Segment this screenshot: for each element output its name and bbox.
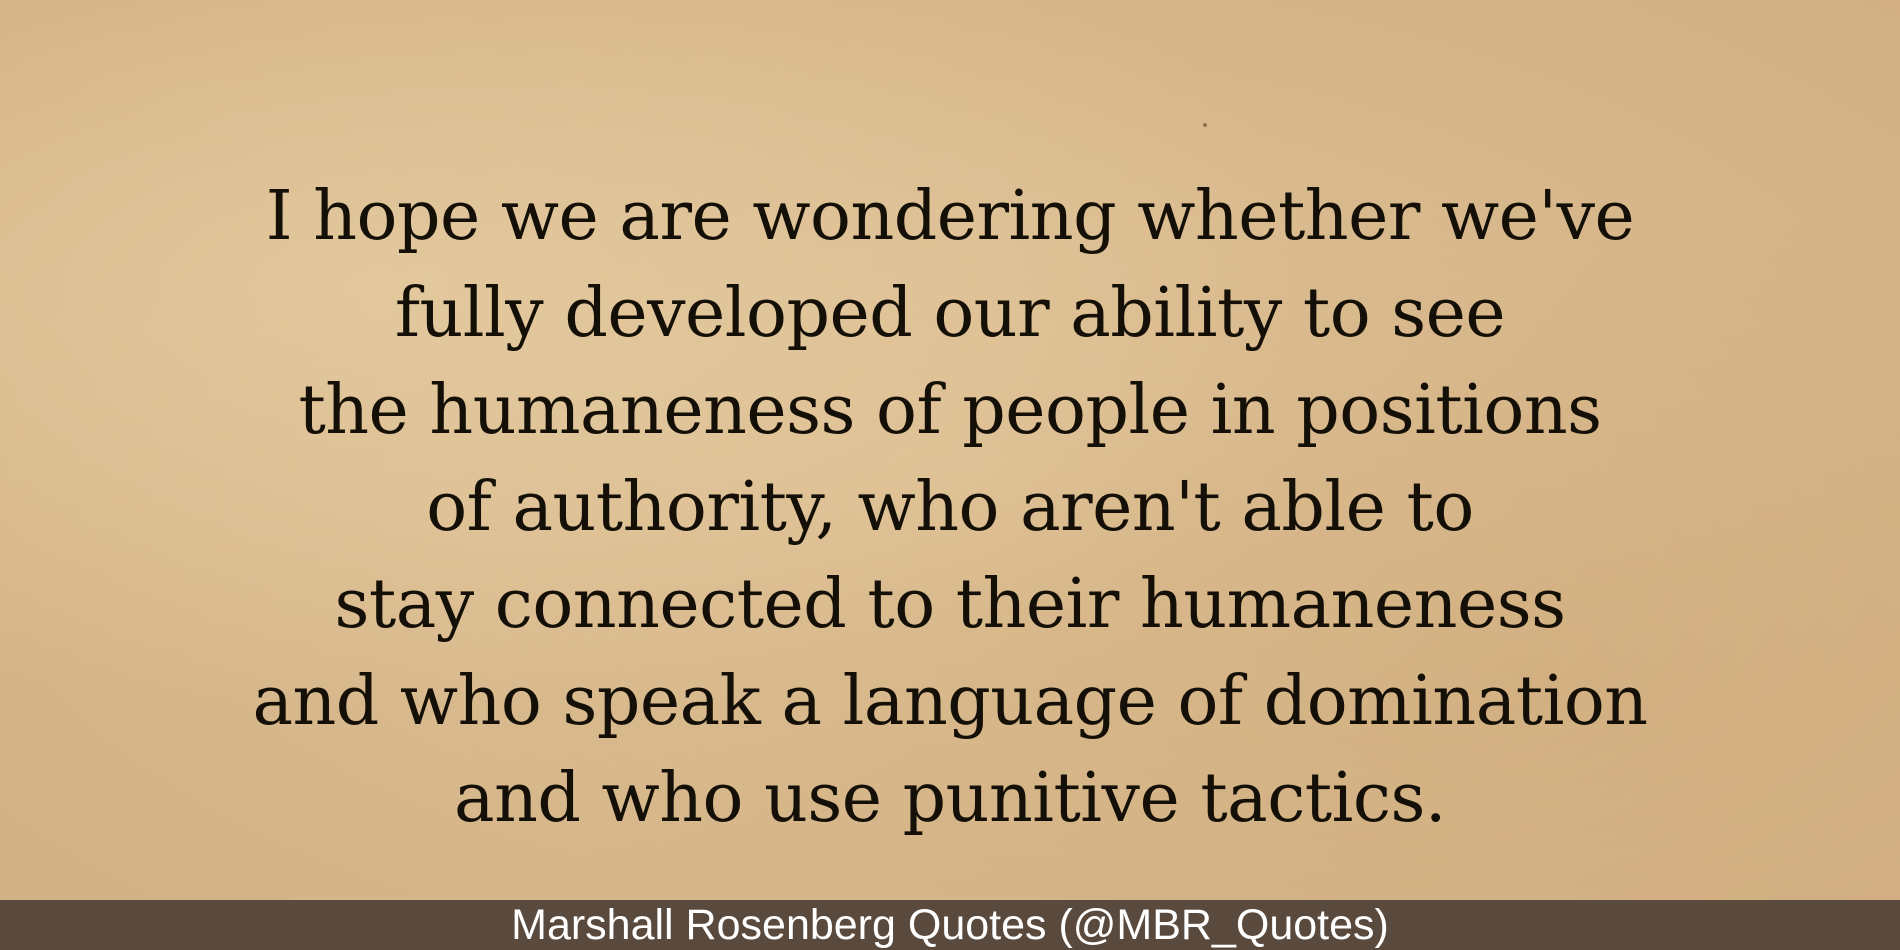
quote-line: of authority, who aren't able to — [426, 468, 1474, 547]
attribution-text: Marshall Rosenberg Quotes (@MBR_Quotes) — [511, 901, 1389, 949]
quote-line: fully developed our ability to see — [394, 274, 1506, 353]
quote-line: the humaneness of people in positions — [298, 371, 1602, 450]
quote-line: and who use punitive tactics. — [454, 759, 1446, 838]
quote-line: stay connected to their humaneness — [334, 565, 1566, 644]
attribution-bar — [0, 900, 1900, 950]
quote-line: and who speak a language of domination — [252, 662, 1648, 741]
quote-text — [0, 168, 1900, 847]
quote-line: I hope we are wondering whether we've — [265, 177, 1635, 256]
paper-speck — [1203, 123, 1207, 127]
